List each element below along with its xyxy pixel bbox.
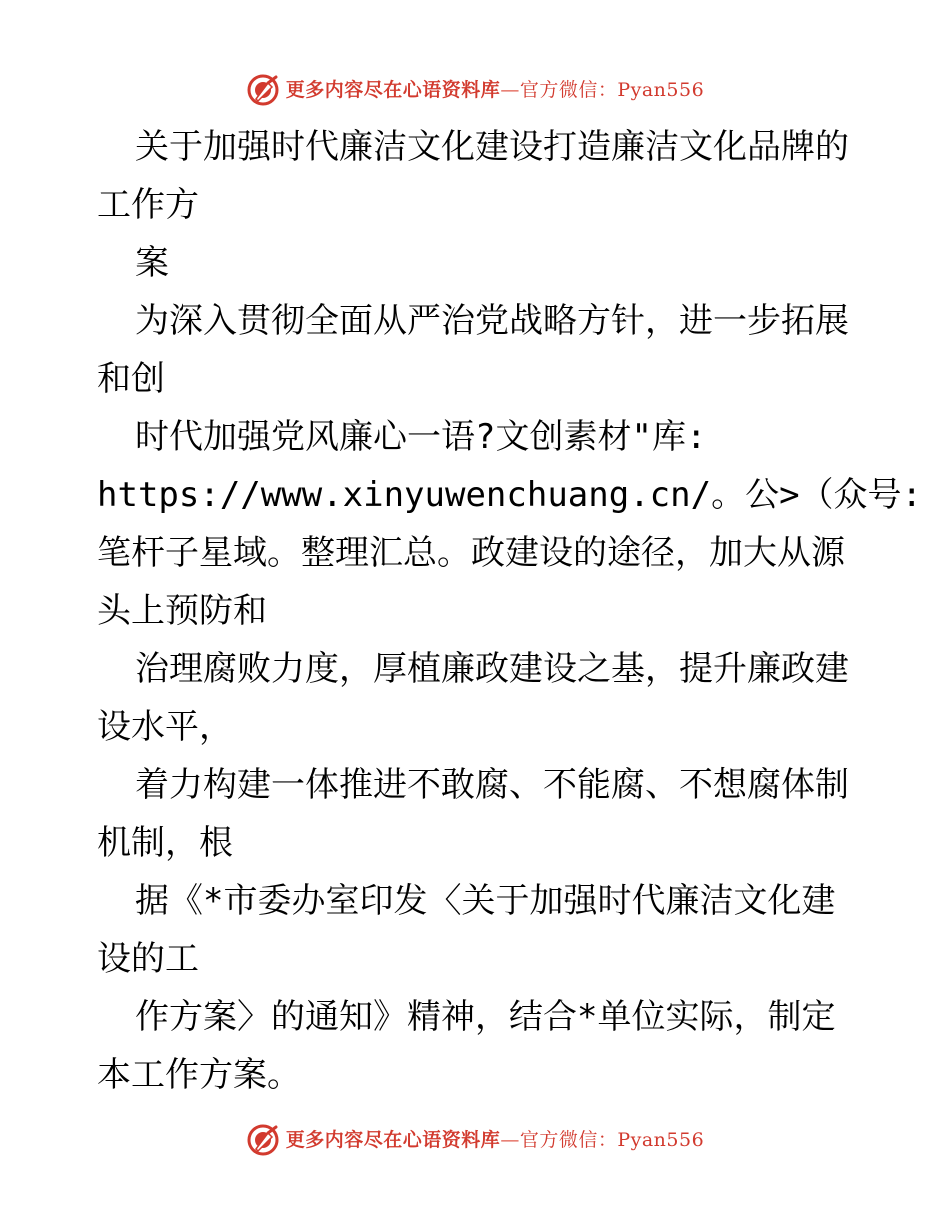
document-body xyxy=(97,118,923,1104)
banner-main-text: 更多内容尽在心语资料库 xyxy=(285,1128,501,1151)
text-line: 时代加强党风廉心一语?文创素材"库: xyxy=(135,417,707,457)
banner-text xyxy=(285,78,705,101)
text-line: 为深入贯彻全面从严治党战略方针，进一步拓展 xyxy=(135,301,849,341)
text-line: 笔杆子星域。整理汇总。政建设的途径，加大从源 xyxy=(97,533,845,573)
banner-wechat-id: Pyan556 xyxy=(617,78,705,101)
text-line: 着力构建一体推进不敢腐、不能腐、不想腐体制 xyxy=(135,765,849,805)
banner-main-text: 更多内容尽在心语资料库 xyxy=(285,78,501,101)
text-line: https://www.xinyuwenchuang.cn/。公>（众号: xyxy=(97,475,923,515)
banner-wechat-id: Pyan556 xyxy=(617,1128,705,1151)
banner-text xyxy=(285,1128,705,1151)
header-banner[interactable] xyxy=(0,70,950,110)
text-line: 据《*市委办室印发〈关于加强时代廉洁文化建 xyxy=(135,881,836,921)
text-line: 工作方 xyxy=(97,185,199,225)
text-line: 案 xyxy=(135,243,169,283)
text-line: 头上预防和 xyxy=(97,591,267,631)
text-line: 关于加强时代廉洁文化建设打造廉洁文化品牌的 xyxy=(135,127,849,167)
banner-official-label: 官方微信： xyxy=(519,1128,618,1151)
text-line: 设水平， xyxy=(97,707,233,747)
text-line: 本工作方案。 xyxy=(97,1055,301,1095)
text-line: 机制，根 xyxy=(97,823,233,863)
pen-nib-circle-icon xyxy=(246,73,280,107)
banner-dash: — xyxy=(500,1128,520,1151)
text-line: 设的工 xyxy=(97,939,199,979)
text-line: 作方案〉的通知》精神，结合*单位实际，制定 xyxy=(135,997,836,1037)
banner-official-label: 官方微信： xyxy=(519,78,618,101)
text-line: 治理腐败力度，厚植廉政建设之基，提升廉政建 xyxy=(135,649,849,689)
footer-banner[interactable] xyxy=(0,1120,950,1160)
text-line: 和创 xyxy=(97,359,165,399)
banner-dash: — xyxy=(500,78,520,101)
pen-nib-circle-icon xyxy=(246,1123,280,1157)
